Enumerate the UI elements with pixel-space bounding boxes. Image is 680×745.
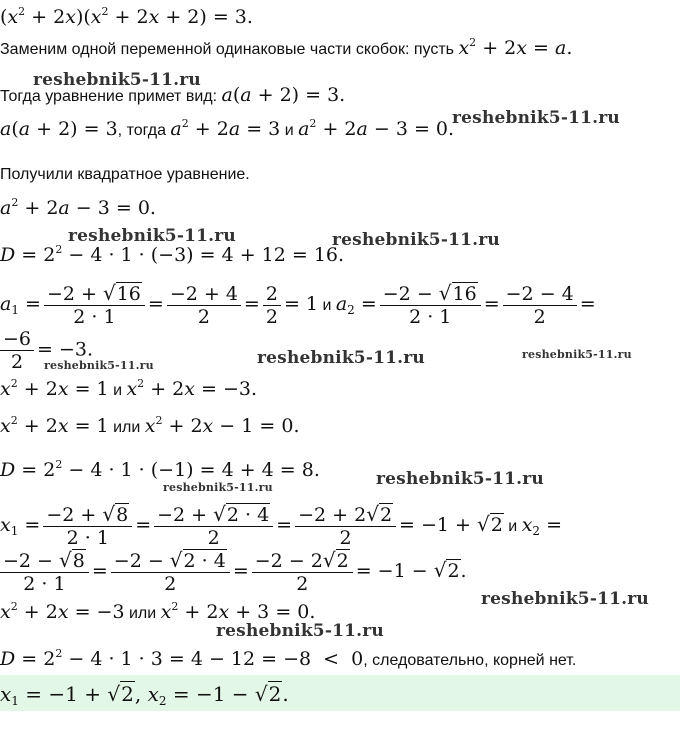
or-text-1: или [108, 419, 145, 436]
transformed-equation-line: Тогда уравнение примет вид: a(a + 2) = 3. [0, 84, 346, 106]
quadratic-equation: $a^2 + 2a - 3 = 0$. [0, 196, 156, 219]
intro-text: Заменим одной переменной одинаковые части скобок: пусть [0, 41, 454, 58]
watermark: reshebnik5-11.ru [44, 359, 154, 372]
roots-x-continued: $\frac{-2 - √8}{2 \cdot 1}$ = $\frac{-2 - √2 \cdot 4}{2}$ = $\frac{-2 - 2√2}{2}$ = −1 − √2. [0, 549, 467, 595]
watermark: reshebnik5-11.ru [452, 108, 620, 128]
watermark: reshebnik5-11.ru [68, 226, 236, 246]
watermark: reshebnik5-11.ru [522, 348, 632, 361]
discriminant-1: $D = 2^2 - 4 \cdot 1 \cdot (-3) = 4 + 12 = 16$. [0, 243, 345, 266]
watermark: reshebnik5-11.ru [163, 481, 273, 494]
original-equation: $(x^2 + 2x)(x^2 + 2x + 2) = 3$. [0, 5, 253, 28]
substitution-line: Заменим одной переменной одинаковые части скобок: пусть $x^2 + 2x = a$. [0, 36, 573, 59]
and-text-3: и [108, 382, 127, 399]
second-equation-line: $x^2 + 2x = -3$ или $x^2 + 2x + 3 = 0$. [0, 600, 316, 623]
so-text: , тогда [117, 122, 166, 139]
watermark: reshebnik5-11.ru [481, 589, 649, 609]
roots-x-line: $x_1$ = $\frac{-2 + √8}{2 \cdot 1}$ = $\frac{-2 + √2 \cdot 4}{2}$ = $\frac{-2 + 2√2}{2}$ = −1 + √2 и $x_2$ = [0, 502, 563, 549]
final-answer: $x_1 = -1 + √2$, $x_2 = -1 - √2$. [0, 682, 289, 708]
and-text-4: и [503, 518, 522, 535]
no-roots-text: , следовательно, корней нет. [363, 652, 577, 669]
watermark: reshebnik5-11.ru [216, 621, 384, 641]
watermark: reshebnik5-11.ru [33, 70, 201, 90]
first-equation-line: $x^2 + 2x = 1$ или $x^2 + 2x - 1 = 0$. [0, 414, 300, 437]
and-text-2: и [318, 297, 336, 314]
quadratic-note: Получили квадратное уравнение. [0, 166, 250, 183]
and-text-1: и [280, 122, 299, 139]
watermark: reshebnik5-11.ru [376, 469, 544, 489]
roots-a-line: $a_1$ = $\frac{-2 + √16}{2 \cdot 1}$ = $\frac{-2 + 4}{2}$ = $\frac{2}{2}$ = 1 и $a_2$ = $\frac{-2 - √16}{2 \cdot 1}$ = $\frac{-2 - 4}{2}$ = [0, 281, 596, 328]
then-text: Тогда уравнение примет вид: [0, 88, 218, 105]
watermark: reshebnik5-11.ru [257, 348, 425, 368]
roots-a-continued: $\frac{-6}{2}$ = −3. [0, 328, 93, 373]
discriminant-3-line: $D = 2^2 - 4 \cdot 1 \cdot 3 = 4 - 12 = -8 < 0$, следовательно, корней нет. [0, 647, 577, 670]
expanded-equation-line: a(a + 2) = 3, тогда $a^2 + 2a = 3$ и $a^2 + 2a - 3 = 0$. [0, 117, 455, 140]
watermark: reshebnik5-11.ru [332, 230, 500, 250]
back-substitution-line: $x^2 + 2x = 1$ и $x^2 + 2x = -3$. [0, 377, 258, 400]
discriminant-2: $D = 2^2 - 4 \cdot 1 \cdot (-1) = 4 + 4 = 8$. [0, 458, 320, 481]
or-text-2: или [124, 605, 161, 622]
